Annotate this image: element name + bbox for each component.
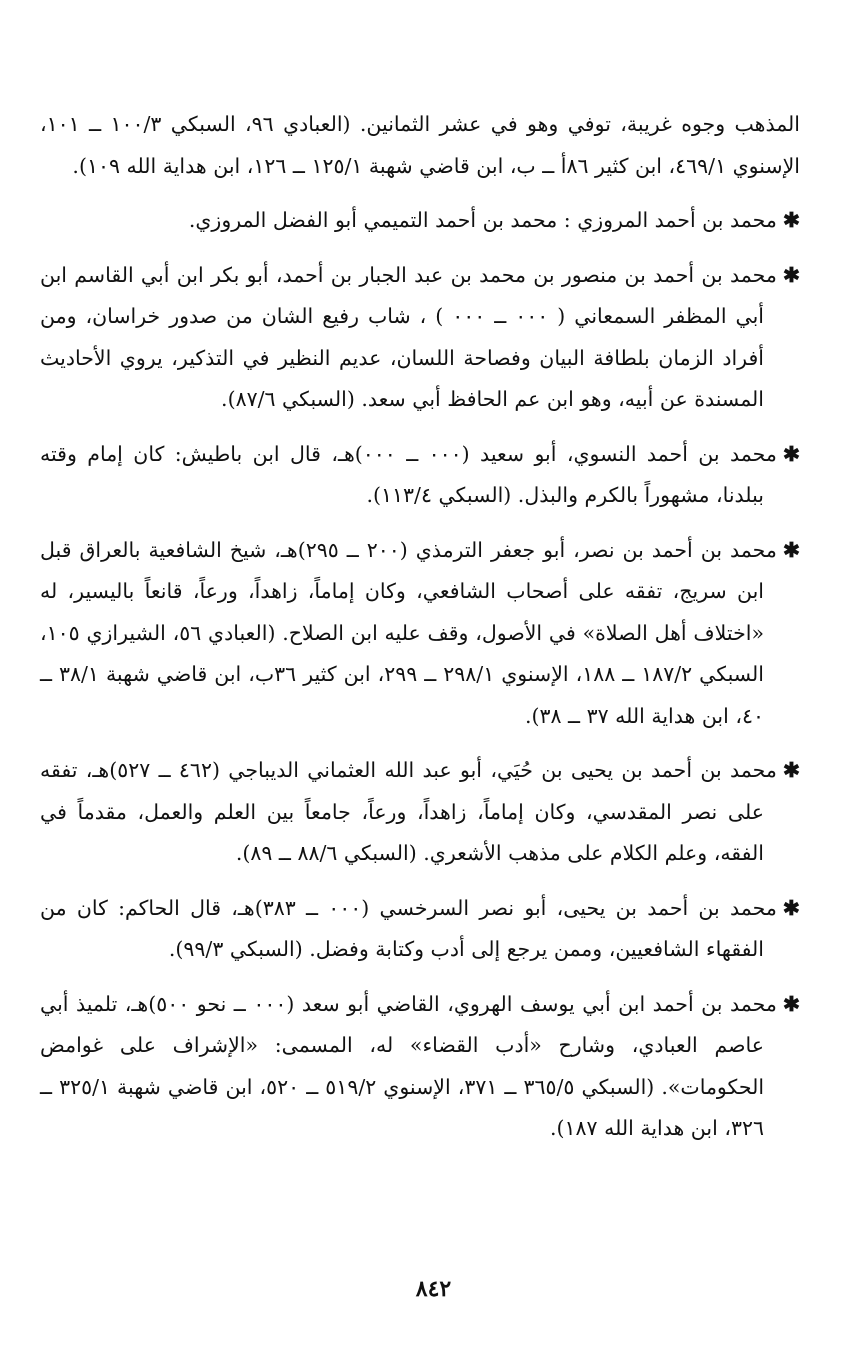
- entry: ✱محمد بن أحمد بن يحيى بن حُيَي، أبو عبد الله العثماني الديباجي (٤٦٢ ــ ٥٢٧)هـ، تفقه على نصر المقدسي، وكان إماماً، زاهداً، ورعاً، جامعاً بين العلم والعمل، مقدماً في الفقه، وعلم الكلام على مذهب الأشعري. (السبكي ٨٨/٦ ــ ٨٩).: [40, 758, 800, 865]
- page-body: [40, 104, 800, 1163]
- entry: ✱محمد بن أحمد ابن أبي يوسف الهروي، القاضي أبو سعد (٠٠٠ ــ نحو ٥٠٠)هـ، تلميذ أبي عاصم العبادي، وشارح «أدب القضاء» له، المسمى: «الإشراف على غوامض الحكومات». (السبكي ٣٦٥/٥ ــ ٣٧١، الإسنوي ٥١٩/٢ ــ ٥٢٠، ابن قاضي شهبة ٣٢٥/١ ــ ٣٢٦، ابن هداية الله ١٨٧).: [40, 991, 800, 1140]
- asterisk-icon: ✱: [782, 895, 800, 920]
- entry-continuation: المذهب وجوه غريبة، توفي وهو في عشر الثمانين. (العبادي ٩٦، السبكي ١٠٠/٣ ــ ١٠١، الإسنوي ٤٦٩/١، ابن كثير ٨٦أ ــ ب، ابن قاضي شهبة ١٢٥/١ ــ ١٢٦، ابن هداية الله ١٠٩).: [40, 112, 800, 178]
- asterisk-icon: ✱: [782, 758, 800, 782]
- entry: ✱محمد بن أحمد بن يحيى، أبو نصر السرخسي (٠٠٠ ــ ٣٨٣)هـ، قال الحاكم: كان من الفقهاء الشافعيين، وممن يرجع إلى أدب وكتابة وفضل. (السبكي ٩٩/٣).: [40, 895, 800, 961]
- entry: ✱محمد بن أحمد بن نصر، أبو جعفر الترمذي (٢٠٠ ــ ٢٩٥)هـ، شيخ الشافعية بالعراق قبل ابن سريج، تفقه على أصحاب الشافعي، وكان إماماً، زاهداً، ورعاً، قانعاً باليسير، له «اختلاف أهل الصلاة» في الأصول، وقف عليه ابن الصلاح. (العبادي ٥٦، الشيرازي ١٠٥، السبكي ١٨٧/٢ ــ ١٨٨، الإسنوي ٢٩٨/١ ــ ٢٩٩، ابن كثير ٣٦ب، ابن قاضي شهبة ٣٨/١ ــ ٤٠، ابن هداية الله ٣٧ ــ ٣٨).: [40, 537, 801, 728]
- entry: ✱محمد بن أحمد بن منصور بن محمد بن عبد الجبار بن أحمد، أبو بكر ابن أبي القاسم ابن أبي المظفر السمعاني ( ٠٠٠ ــ ٠٠٠ ) ، شاب رفيع الشان من صدور خراسان، ومن أفراد الزمان بلطافة البيان وفصاحة اللسان، عديم النظير في التذكير، يروي الأحاديث المسندة عن أبيه، وهو ابن عم الحافظ أبي سعد. (السبكي ٨٧/٦).: [40, 262, 800, 411]
- asterisk-icon: ✱: [782, 537, 801, 562]
- entry: ✱محمد بن أحمد المروزي : محمد بن أحمد التميمي أبو الفضل المروزي.: [188, 208, 800, 232]
- asterisk-icon: ✱: [782, 441, 800, 466]
- asterisk-icon: ✱: [782, 208, 800, 232]
- asterisk-icon: ✱: [782, 991, 800, 1016]
- page-number: ٨٤٢: [415, 1276, 452, 1302]
- asterisk-icon: ✱: [782, 262, 800, 287]
- entry: ✱محمد بن أحمد النسوي، أبو سعيد (٠٠٠ ــ ٠٠٠)هـ، قال ابن باطيش: كان إمام وقته ببلدنا، مشهوراً بالكرم والبذل. (السبكي ١١٣/٤).: [40, 441, 800, 507]
